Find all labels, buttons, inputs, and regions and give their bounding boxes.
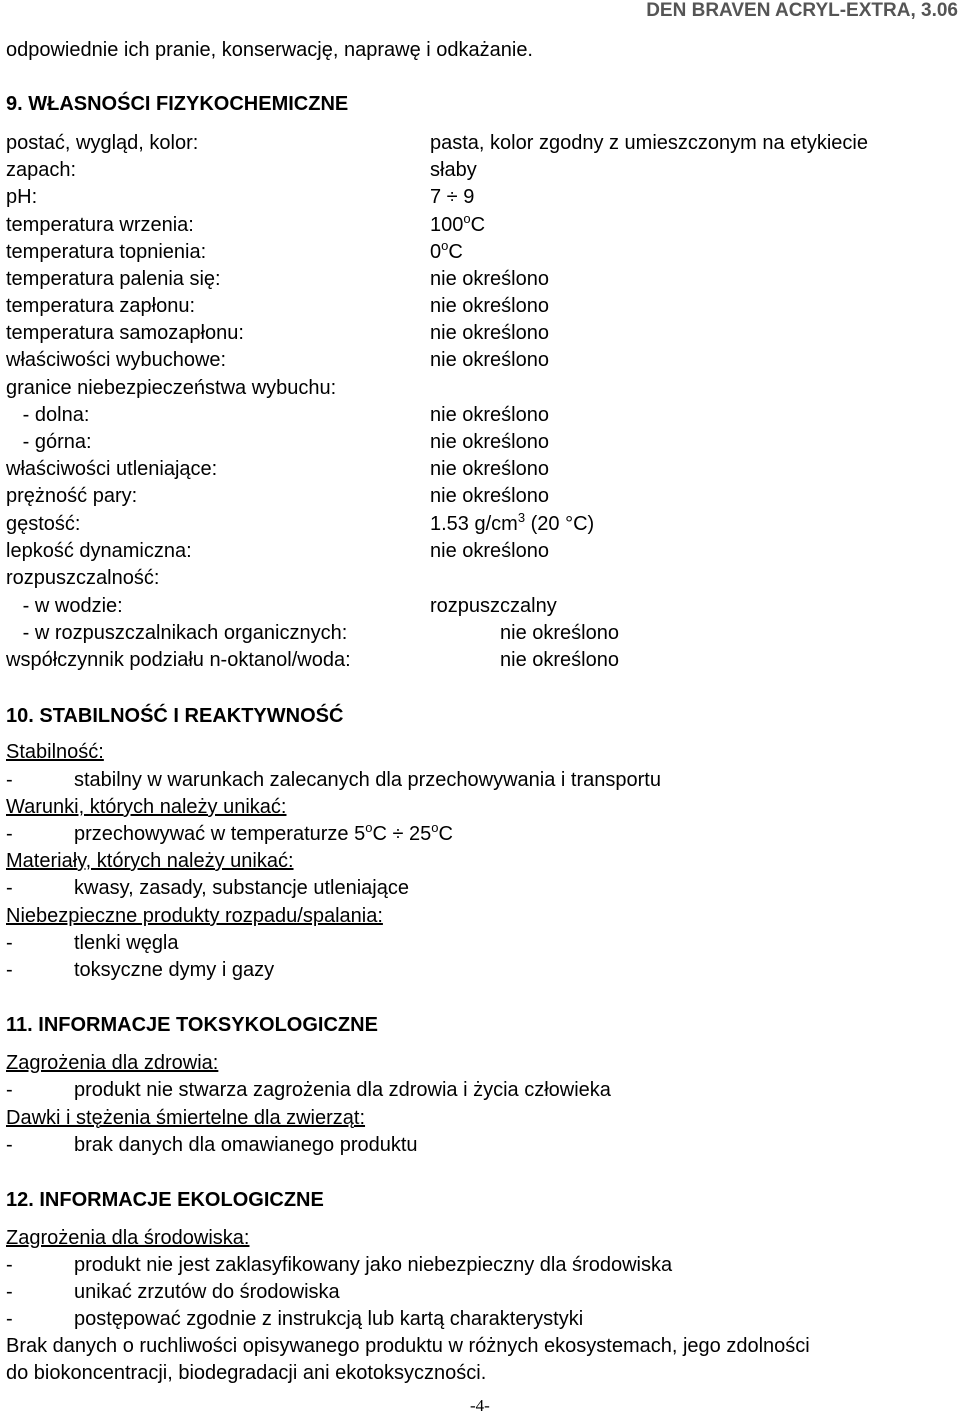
property-value: nie określono <box>430 540 549 562</box>
page-number: -4- <box>470 1396 490 1415</box>
property-label: zapach: <box>6 159 77 181</box>
property-value: 0$^o$C <box>430 238 463 263</box>
property-label: współczynnik podziału n-oktanol/woda: <box>6 649 351 671</box>
bullet-dash: - <box>6 1281 13 1303</box>
property-value: 100$^o$C <box>430 211 486 236</box>
environment-item: produkt nie jest zaklasyfikowany jako niebezpieczny dla środowiska <box>74 1254 673 1276</box>
property-label: prężność pary: <box>6 485 138 507</box>
ecology-note-line-1: Brak danych o ruchliwości opisywanego produktu w różnych ekosystemach, jego zdolności <box>6 1335 810 1357</box>
health-item: produkt nie stwarza zagrożenia dla zdrowia i życia człowieka <box>74 1079 611 1101</box>
property-label: właściwości wybuchowe: <box>6 349 227 371</box>
property-value: nie określono <box>430 322 549 344</box>
property-label: - dolna: <box>6 404 90 426</box>
bullet-dash: - <box>6 1134 13 1156</box>
decomposition-item: toksyczne dymy i gazy <box>74 959 275 981</box>
decomposition-item: tlenki węgla <box>74 932 179 954</box>
environment-label: Zagrożenia dla środowiska: <box>6 1227 250 1249</box>
property-label: postać, wygląd, kolor: <box>6 132 199 154</box>
property-value: słaby <box>430 159 477 181</box>
stability-item: stabilny w warunkach zalecanych dla przechowywania i transportu <box>74 769 661 791</box>
property-label: rozpuszczalność: <box>6 567 160 589</box>
property-label: lepkość dynamiczna: <box>6 540 192 562</box>
document-header: DEN BRAVEN ACRYL-EXTRA, 3.06 <box>646 0 958 21</box>
property-label: gęstość: <box>6 513 81 535</box>
property-value: nie określono <box>430 268 549 290</box>
bullet-dash: - <box>6 959 13 981</box>
property-value: nie określono <box>430 404 549 426</box>
environment-item: unikać zrzutów do środowiska <box>74 1281 340 1303</box>
section-9-title: 9. WŁASNOŚCI FIZYKOCHEMICZNE <box>6 93 349 115</box>
property-value: nie określono <box>430 295 549 317</box>
property-label: temperatura palenia się: <box>6 268 221 290</box>
property-value: rozpuszczalny <box>430 595 557 617</box>
materials-label: Materiały, których należy unikać: <box>6 850 294 872</box>
bullet-dash: - <box>6 1079 13 1101</box>
property-label: temperatura samozapłonu: <box>6 322 244 344</box>
section-11-title: 11. INFORMACJE TOKSYKOLOGICZNE <box>6 1014 378 1036</box>
property-value: 1.53 $g/cm^3$ (20 °C) <box>430 510 595 535</box>
property-value: nie określono <box>500 622 619 644</box>
property-value: nie określono <box>500 649 619 671</box>
property-label: - w wodzie: <box>6 595 123 617</box>
environment-item: postępować zgodnie z instrukcją lub kartą charakterystyki <box>74 1308 584 1330</box>
property-value: 7 ÷ 9 <box>430 186 475 208</box>
section-12-title: 12. INFORMACJE EKOLOGICZNE <box>6 1189 324 1211</box>
property-label: - w rozpuszczalnikach organicznych: <box>6 622 348 644</box>
doses-label: Dawki i stężenia śmiertelne dla zwierząt: <box>6 1107 366 1129</box>
stability-label: Stabilność: <box>6 741 104 763</box>
property-label: właściwości utleniające: <box>6 458 218 480</box>
property-value: pasta, kolor zgodny z umieszczonym na etykiecie <box>430 132 868 154</box>
bullet-dash: - <box>6 932 13 954</box>
bullet-dash: - <box>6 1308 13 1330</box>
bullet-dash: - <box>6 769 13 791</box>
section-10-title: 10. STABILNOŚĆ I REAKTYWNOŚĆ <box>6 705 344 727</box>
ecology-note-line-2: do biokoncentracji, biodegradacji ani ekotoksyczności. <box>6 1362 487 1384</box>
property-label: pH: <box>6 186 38 208</box>
property-label: temperatura zapłonu: <box>6 295 196 317</box>
health-label: Zagrożenia dla zdrowia: <box>6 1052 219 1074</box>
property-value: nie określono <box>430 431 549 453</box>
property-label: temperatura wrzenia: <box>6 214 194 236</box>
conditions-item: przechowywać w temperaturze $5^oC \div 25^oC$ <box>74 820 453 845</box>
intro-line: odpowiednie ich pranie, konserwację, naprawę i odkażanie. <box>6 39 533 61</box>
property-value: nie określono <box>430 485 549 507</box>
property-label: - górna: <box>6 431 92 453</box>
bullet-dash: - <box>6 823 13 845</box>
property-label: granice niebezpieczeństwa wybuchu: <box>6 377 337 399</box>
materials-item: kwasy, zasady, substancje utleniające <box>74 877 409 899</box>
property-value: nie określono <box>430 458 549 480</box>
conditions-label: Warunki, których należy unikać: <box>6 796 287 818</box>
decomposition-label: Niebezpieczne produkty rozpadu/spalania: <box>6 905 383 927</box>
property-label: temperatura topnienia: <box>6 241 207 263</box>
doses-item: brak danych dla omawianego produktu <box>74 1134 418 1156</box>
bullet-dash: - <box>6 1254 13 1276</box>
bullet-dash: - <box>6 877 13 899</box>
property-value: nie określono <box>430 349 549 371</box>
